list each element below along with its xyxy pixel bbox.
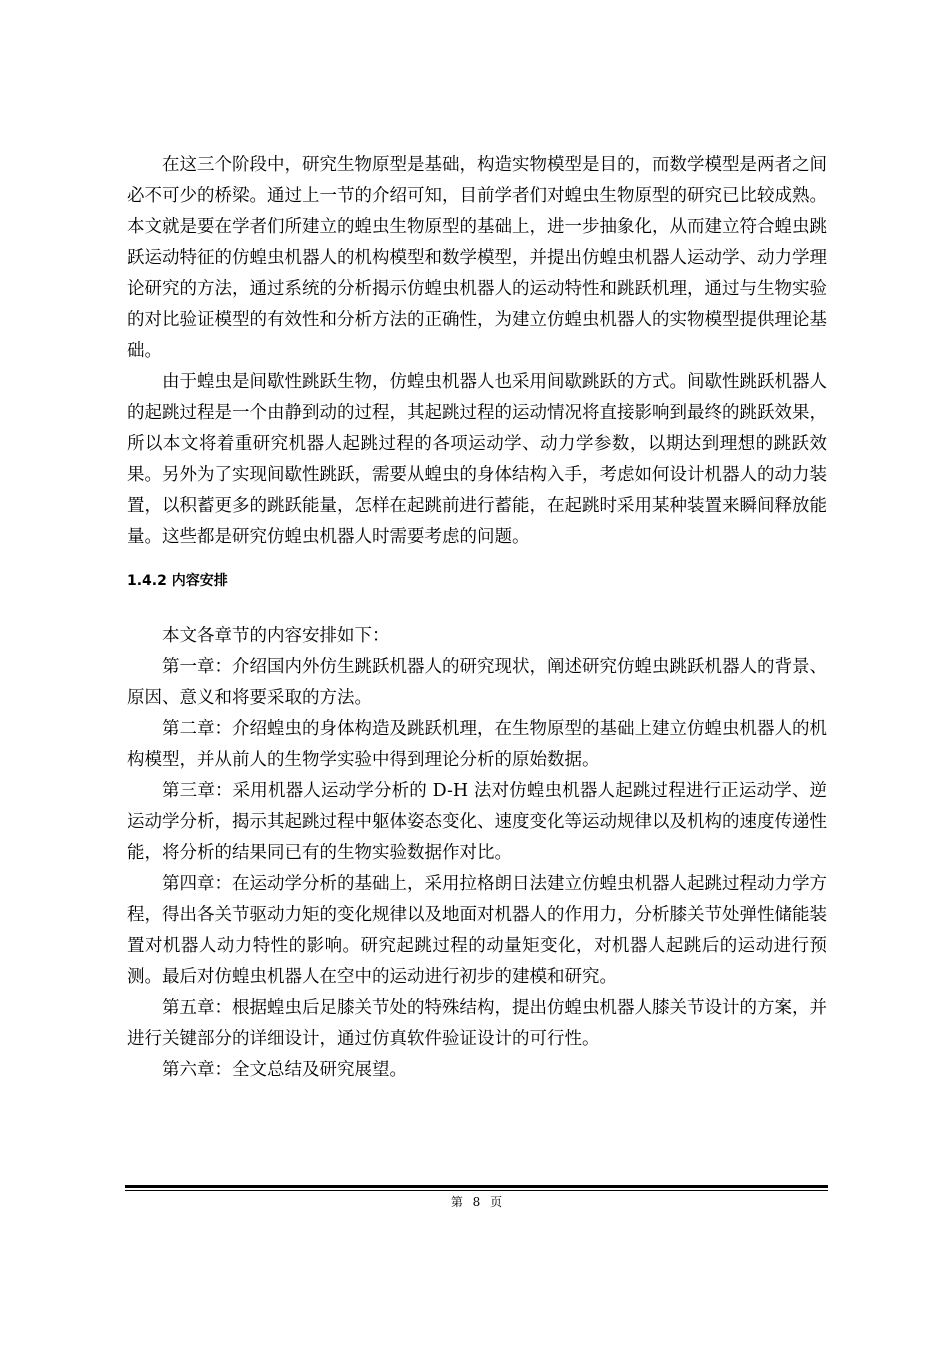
body-paragraph: 第五章：根据蝗虫后足膝关节处的特殊结构，提出仿蝗虫机器人膝关节设计的方案，并进行关键部分的详细设计，通过仿真软件验证设计的可行性。	[127, 998, 827, 1049]
section-spacer	[127, 595, 827, 621]
body-paragraph: 第三章：采用机器人运动学分析的 D-H 法对仿蝗虫机器人起跳过程进行正运动学、逆运动学分析，揭示其起跳过程中躯体姿态变化、速度变化等运动规律以及机构的速度传递性能，将分析的结果同已有的生物实验数据作对比。	[127, 781, 827, 863]
body-paragraph: 由于蝗虫是间歇性跳跃生物，仿蝗虫机器人也采用间歇跳跃的方式。间歇性跳跃机器人的起跳过程是一个由静到动的过程，其起跳过程的运动情况将直接影响到最终的跳跃效果，所以本文将着重研究机器人起跳过程的各项运动学、动力学参数，以期达到理想的跳跃效果。另外为了实现间歇性跳跃，需要从蝗虫的身体结构入手，考虑如何设计机器人的动力装置，以积蓄更多的跳跃能量，怎样在起跳前进行蓄能，在起跳时采用某种装置来瞬间释放能量。这些都是研究仿蝗虫机器人时需要考虑的问题。	[127, 372, 827, 547]
body-paragraph: 第二章：介绍蝗虫的身体构造及跳跃机理，在生物原型的基础上建立仿蝗虫机器人的机构模型，并从前人的生物学实验中得到理论分析的原始数据。	[127, 719, 827, 770]
section-heading: 1.4.2 内容安排	[127, 573, 228, 589]
footer-rule-thick	[125, 1185, 828, 1188]
body-paragraph: 在这三个阶段中，研究生物原型是基础，构造实物模型是目的，而数学模型是两者之间必不可少的桥梁。通过上一节的介绍可知，目前学者们对蝗虫生物原型的研究已比较成熟。本文就是要在学者们所建立的蝗虫生物原型的基础上，进一步抽象化，从而建立符合蝗虫跳跃运动特征的仿蝗虫机器人的机构模型和数学模型，并提出仿蝗虫机器人运动学、动力学理论研究的方法，通过系统的分析揭示仿蝗虫机器人的运动特性和跳跃机理，通过与生物实验的对比验证模型的有效性和分析方法的正确性，为建立仿蝗虫机器人的实物模型提供理论基础。	[127, 155, 827, 361]
body-paragraph: 本文各章节的内容安排如下：	[162, 626, 390, 646]
body-paragraph: 第四章：在运动学分析的基础上，采用拉格朗日法建立仿蝗虫机器人起跳过程动力学方程，得出各关节驱动力矩的变化规律以及地面对机器人的作用力，分析膝关节处弹性储能装置对机器人动力特性的影响。研究起跳过程的动量矩变化，对机器人起跳后的运动进行预测。最后对仿蝗虫机器人在空中的运动进行初步的建模和研究。	[127, 874, 827, 987]
footer-rule-thin	[125, 1190, 828, 1191]
page-body	[127, 150, 827, 1086]
body-paragraph: 第一章：介绍国内外仿生跳跃机器人的研究现状，阐述研究仿蝗虫跳跃机器人的背景、原因、意义和将要采取的方法。	[127, 657, 827, 708]
page-number: 第 8 页	[450, 1195, 503, 1209]
body-paragraph: 第六章：全文总结及研究展望。	[162, 1060, 407, 1080]
